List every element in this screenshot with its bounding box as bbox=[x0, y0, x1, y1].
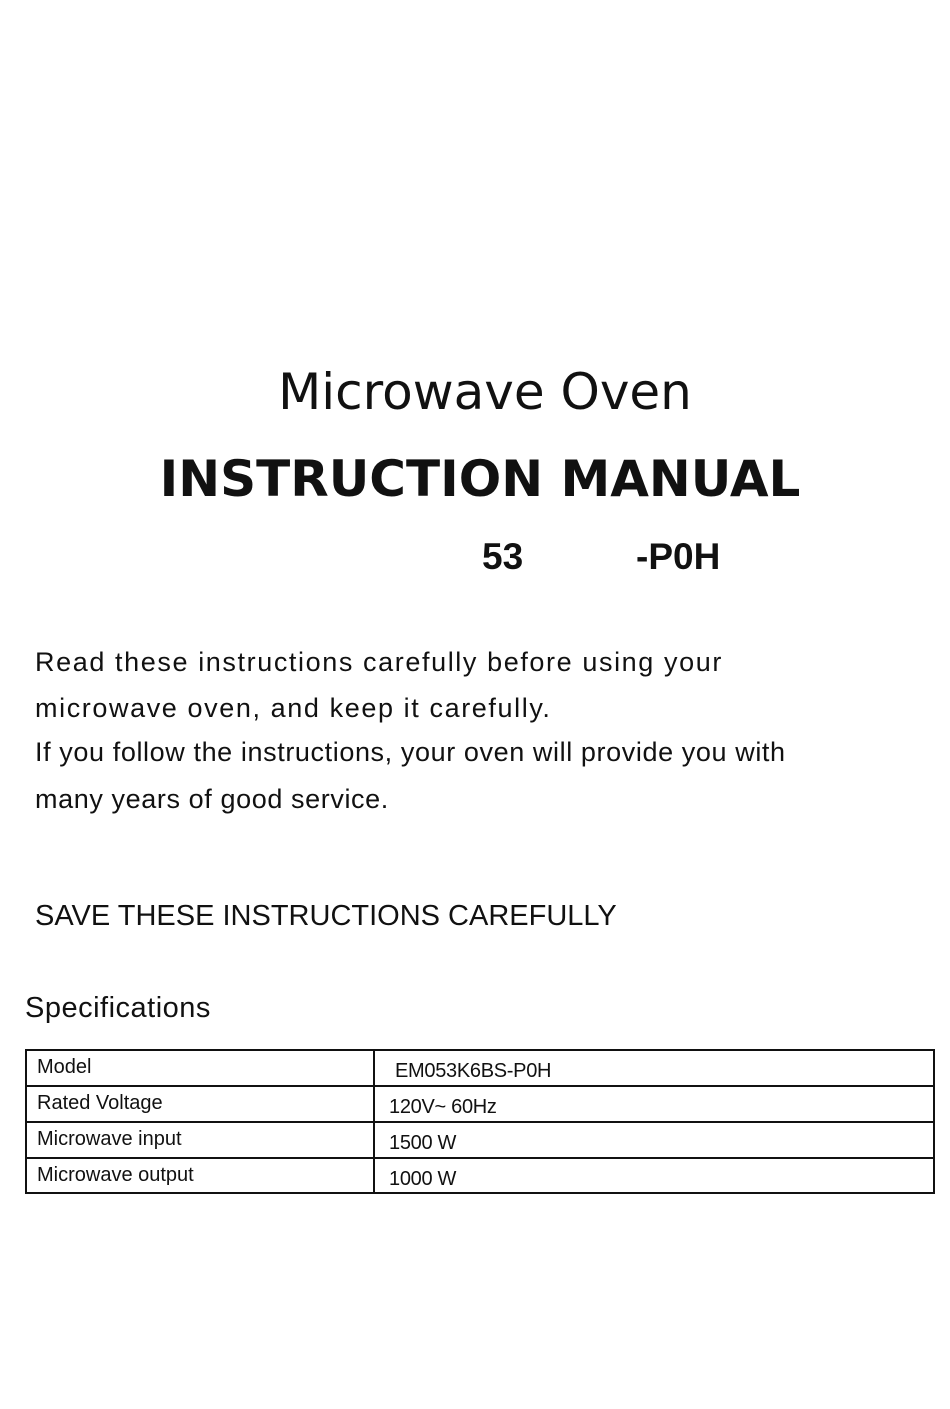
spec-label: Microwave output bbox=[27, 1159, 375, 1192]
document-subtitle: Microwave Oven bbox=[278, 363, 692, 421]
spec-value: 1000 W bbox=[389, 1168, 457, 1190]
spec-row-model bbox=[27, 1051, 933, 1087]
spec-label: Model bbox=[27, 1051, 375, 1085]
intro-line-4: many years of good service. bbox=[35, 784, 389, 814]
spec-value: 120V~ 60Hz bbox=[389, 1096, 497, 1118]
model-number-fragment: 53 bbox=[482, 536, 524, 577]
spec-row-microwave-input bbox=[27, 1123, 933, 1159]
spec-value: 1500 W bbox=[389, 1132, 457, 1154]
spec-label: Microwave input bbox=[27, 1123, 375, 1157]
intro-line-1: Read these instructions carefully before using your bbox=[35, 647, 723, 677]
specifications-heading: Specifications bbox=[25, 992, 211, 1024]
specifications-table bbox=[25, 1049, 935, 1194]
spec-row-rated-voltage bbox=[27, 1087, 933, 1123]
document-title: INSTRUCTION MANUAL bbox=[159, 450, 801, 508]
model-number-suffix: -P0H bbox=[636, 536, 721, 577]
save-instructions-notice: SAVE THESE INSTRUCTIONS CAREFULLY bbox=[35, 900, 617, 932]
spec-label: Rated Voltage bbox=[27, 1087, 375, 1121]
intro-line-2: microwave oven, and keep it carefully. bbox=[35, 693, 552, 723]
spec-row-microwave-output bbox=[27, 1159, 933, 1192]
spec-value: EM053K6BS-P0H bbox=[395, 1060, 552, 1082]
intro-line-3: If you follow the instructions, your oven will provide you with bbox=[35, 737, 786, 767]
